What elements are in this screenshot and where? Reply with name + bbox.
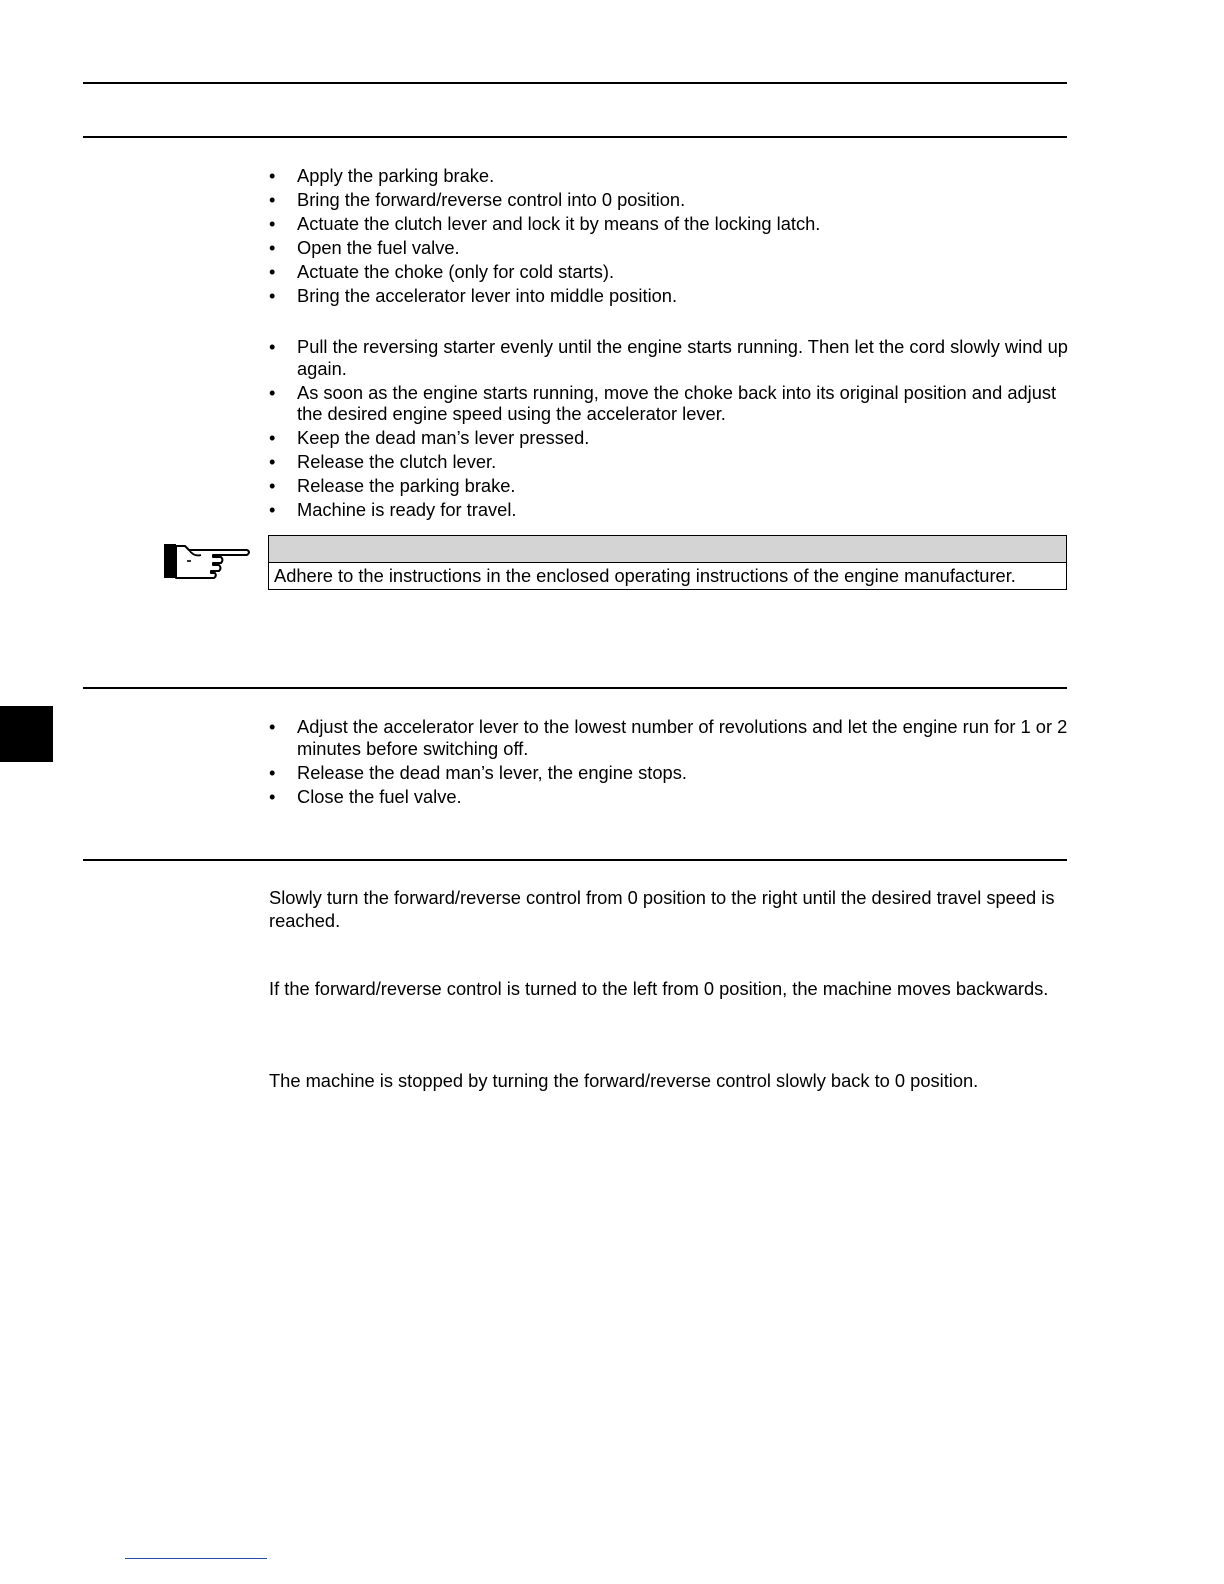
list-item: • Adjust the accelerator lever to the lowest number of revolutions and let the engine run for 1 or 2 minutes before switching off.: [269, 716, 1069, 759]
stop-steps-list: [269, 716, 1069, 810]
travel-stop-paragraph: The machine is stopped by turning the forward/reverse control slowly back to 0 position.: [269, 1070, 979, 1091]
list-item: • Pull the reversing starter evenly until the engine starts running. Then let the cord slowly wind up again.: [269, 336, 1069, 379]
note-box: [268, 535, 1067, 590]
note-text: Adhere to the instructions in the enclosed operating instructions of the engine manufacturer.: [274, 565, 1016, 586]
list-item: • Keep the dead man’s lever pressed.: [269, 427, 1069, 449]
list-item: • Actuate the clutch lever and lock it by means of the locking latch.: [269, 213, 1069, 235]
list-item: • Open the fuel valve.: [269, 237, 1069, 259]
section-travel-rule: [83, 859, 1067, 861]
section-stop-rule: [83, 687, 1067, 689]
header-rule-top: [83, 82, 1067, 84]
footer-line: [125, 1558, 267, 1559]
note-header: [269, 536, 1066, 563]
list-item: • Actuate the choke (only for cold starts).: [269, 261, 1069, 283]
list-item: • Bring the forward/reverse control into 0 position.: [269, 189, 1069, 211]
start-steps-list: [269, 336, 1069, 523]
list-item: • Release the dead man’s lever, the engine stops.: [269, 762, 1069, 784]
list-item: • As soon as the engine starts running, move the choke back into its original position and adjust the desired engine speed using the accelerator lever.: [269, 382, 1069, 425]
list-item: • Release the parking brake.: [269, 475, 1069, 497]
prep-steps-list: [269, 165, 1069, 309]
section-start-rule: [83, 136, 1067, 138]
travel-backward-paragraph: If the forward/reverse control is turned to the left from 0 position, the machine moves backwards.: [269, 978, 1049, 999]
list-item: • Machine is ready for travel.: [269, 499, 1069, 521]
list-item: • Bring the accelerator lever into middle position.: [269, 285, 1069, 307]
list-item: • Apply the parking brake.: [269, 165, 1069, 187]
list-item: • Release the clutch lever.: [269, 451, 1069, 473]
travel-forward-paragraph: Slowly turn the forward/reverse control from 0 position to the right until the desired travel speed is reached.: [269, 887, 1055, 931]
chapter-tab-marker: [0, 706, 53, 762]
pointing-hand-icon: [163, 541, 251, 586]
list-item: • Close the fuel valve.: [269, 786, 1069, 808]
